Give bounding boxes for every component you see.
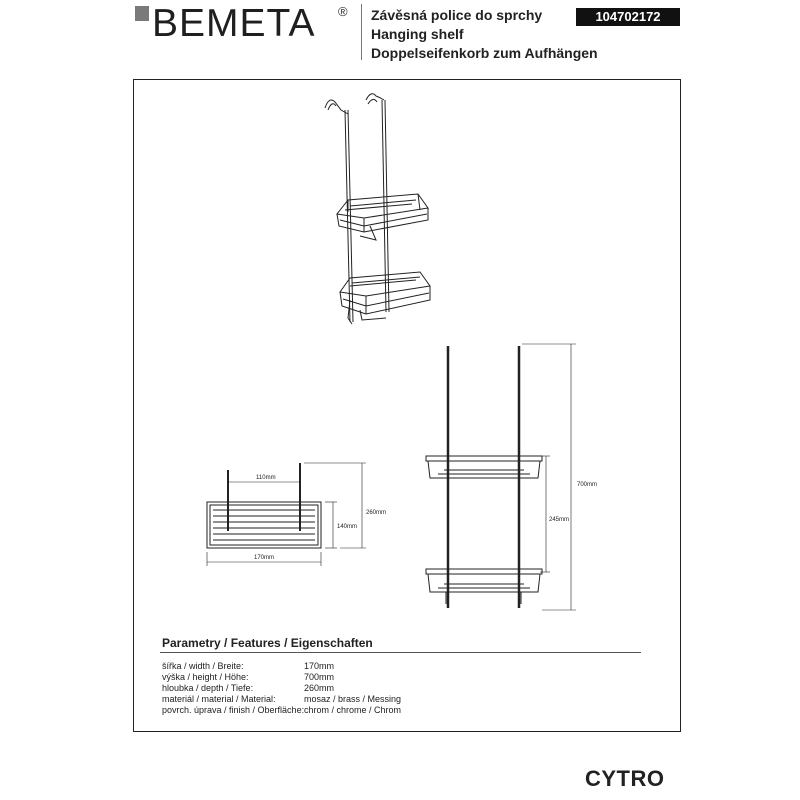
parameters-title: Parametry / Features / Eigenschaften [162, 636, 373, 650]
param-value: 700mm [304, 672, 335, 682]
product-code-badge: 104702172 [576, 8, 680, 26]
title-german: Doppelseifenkorb zum Aufhängen [371, 45, 598, 61]
brand-logo: BEMETA [152, 2, 316, 45]
top-view [207, 463, 366, 566]
title-english: Hanging shelf [371, 26, 464, 42]
param-label: hloubka / depth / Tiefe: [162, 683, 254, 693]
param-value: chrom / chrome / Chrom [304, 705, 402, 715]
product-name: CYTRO [585, 766, 665, 791]
param-value: 170mm [304, 661, 335, 671]
dim-width-top-label: 110mm [256, 475, 276, 481]
dim-depth-label: 260mm [366, 510, 387, 516]
parameters-divider [160, 652, 641, 653]
dim-total-height-label: 700mm [577, 482, 598, 488]
registered-mark: ® [338, 4, 348, 19]
front-view [426, 344, 576, 610]
param-label: povrch. úprava / finish / Oberfläche: [162, 705, 305, 715]
dim-width-bottom-label: 170mm [254, 555, 275, 561]
dim-basket-height-label: 140mm [337, 524, 358, 530]
perspective-view [325, 94, 430, 324]
param-value: mosaz / brass / Messing [304, 694, 402, 704]
param-value: 260mm [304, 683, 335, 693]
dim-spacing-label: 245mm [549, 517, 570, 523]
title-czech: Závěsná police do sprchy [371, 7, 543, 23]
param-label: šířka / width / Breite: [162, 661, 244, 671]
param-label: výška / height / Höhe: [162, 672, 249, 682]
param-label: materiál / material / Material: [162, 694, 276, 704]
